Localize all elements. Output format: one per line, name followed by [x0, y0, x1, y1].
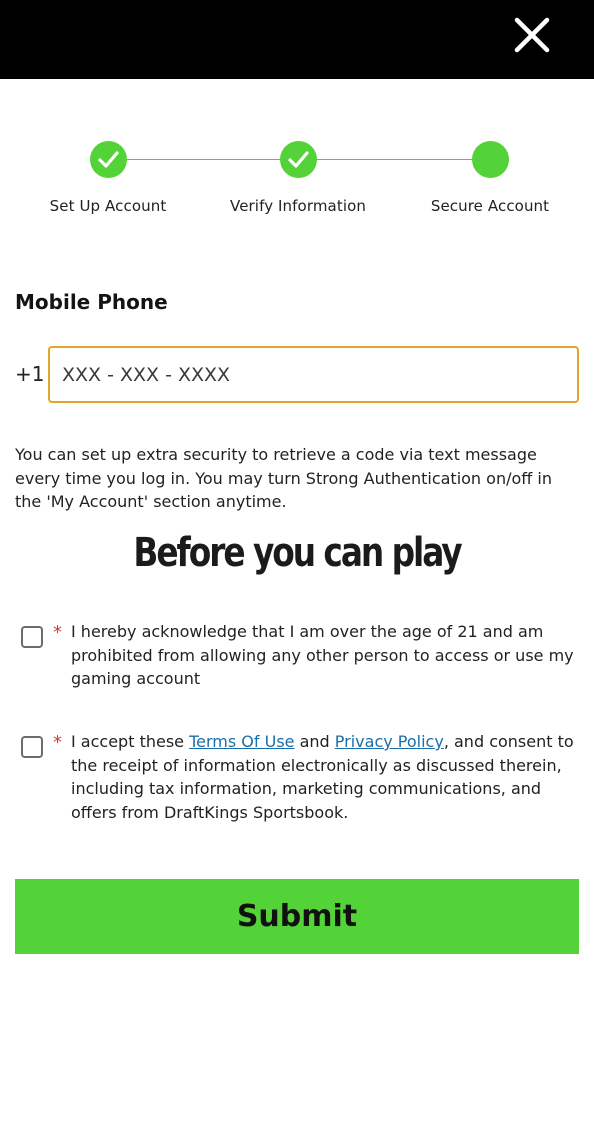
required-marker: * — [53, 622, 62, 643]
terms-text-after: , and consent to the receipt of information electronically as discussed therein, including tax information, marketing communications, and offers from DraftKings Sportsbook. — [71, 732, 574, 822]
step-label: Set Up Account — [49, 197, 167, 215]
country-code: +1 — [15, 362, 45, 386]
terms-text-between: and — [294, 732, 335, 751]
progress-stepper — [0, 140, 594, 230]
step-verify-information — [203, 140, 393, 215]
submit-button[interactable]: Submit — [15, 879, 579, 954]
mobile-phone-heading: Mobile Phone — [15, 290, 168, 314]
age-acknowledgement-text: I hereby acknowledge that I am over the age of 21 and am prohibited from allowing any other person to access or use my gaming account — [71, 622, 574, 688]
privacy-policy-link[interactable]: Privacy Policy — [334, 732, 444, 751]
terms-text-before: I accept these — [71, 732, 190, 751]
step-label: Secure Account — [430, 197, 550, 215]
terms-consent-text — [71, 730, 576, 824]
check-icon — [98, 150, 119, 169]
mobile-phone-input[interactable] — [48, 346, 579, 403]
required-marker: * — [53, 732, 62, 753]
before-you-can-play-heading: Before you can play — [133, 530, 461, 576]
age-acknowledgement-checkbox[interactable] — [21, 626, 43, 648]
top-bar — [0, 0, 594, 79]
close-icon[interactable] — [514, 17, 550, 53]
check-icon — [288, 150, 309, 169]
step-set-up-account — [13, 140, 203, 215]
step-secure-account — [395, 140, 585, 215]
step-complete-indicator — [90, 141, 127, 178]
step-complete-indicator — [280, 141, 317, 178]
terms-of-use-link[interactable]: Terms Of Use — [189, 732, 295, 751]
close-button[interactable] — [514, 17, 550, 53]
step-label: Verify Information — [230, 197, 366, 215]
terms-consent-checkbox[interactable] — [21, 736, 43, 758]
security-info-text: You can set up extra security to retrieve a code via text message every time you log in. You may turn Strong Authentication on/off in the 'My Account' section anytime. — [15, 445, 552, 511]
step-current-indicator — [472, 141, 509, 178]
